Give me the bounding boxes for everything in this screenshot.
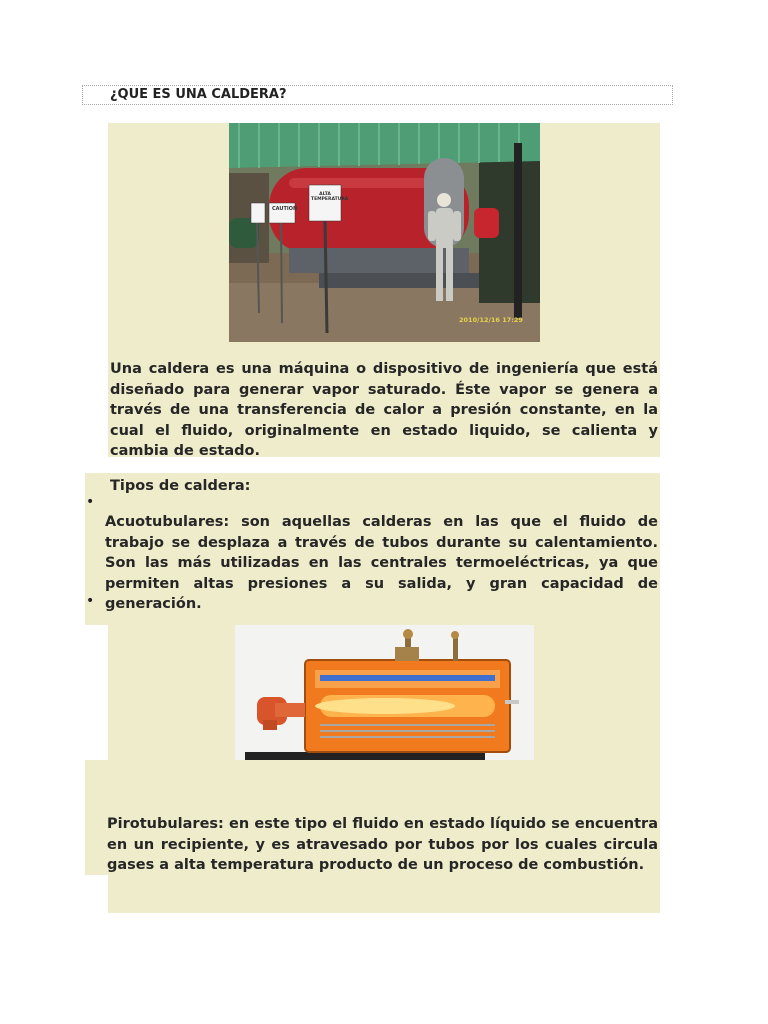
page-title: ¿QUE ES UNA CALDERA? (110, 87, 287, 102)
photo-sign-caution: CAUTION (272, 206, 298, 212)
pirotubular-diagram-drawing (235, 625, 534, 760)
boiler-photo-drawing (229, 123, 540, 342)
photo-timestamp: 2010/12/16 17:29 (459, 316, 523, 324)
boiler-photo (229, 123, 540, 342)
acuotubulares-text: Acuotubulares: son aquellas calderas en las que el fluido de trabajo se desplaza a través de tubos durante su calentamiento. Son las más utilizadas en las centrales termoeléctricas, ya que permiten altas presiones a su salida, y gran capacidad de generación. (105, 514, 658, 612)
intro-paragraph: Una caldera es una máquina o dispositivo de ingeniería que está diseñado para generar vapor saturado. Éste vapor se genera a través de una transferencia de calor a presión constante, en la cual el fluido, originalmente en estado liquido, se calienta y cambia de estado. (110, 361, 658, 459)
pirotubulares-text: Pirotubulares: en este tipo el fluido en estado líquido se encuentra en un recipiente, y es atravesado por tubos por los cuales circula gases a alta temperatura producto de un proceso de combustión. (107, 816, 658, 873)
types-heading: Tipos de caldera: (110, 478, 251, 494)
bullet-1: • (86, 494, 95, 510)
photo-sign-alta-temperatura: ALTA TEMPERATURA (311, 192, 349, 202)
pirotubular-diagram (235, 625, 534, 760)
bullet-2: • (86, 593, 95, 609)
